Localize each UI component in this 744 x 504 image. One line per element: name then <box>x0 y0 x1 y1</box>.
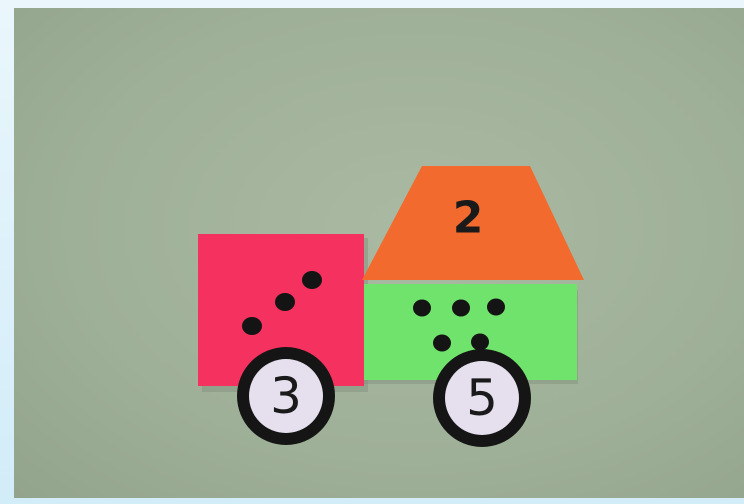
wheel-right-number: 5 <box>466 369 498 427</box>
trapezoid-number: 2 <box>452 192 484 244</box>
red-square-dot <box>275 293 295 311</box>
green-rect-dot <box>452 300 470 317</box>
green-rect-dot <box>471 334 489 351</box>
green-rect-dot <box>487 299 505 316</box>
red-square-dot <box>242 317 262 335</box>
wheel-left <box>237 347 335 445</box>
truck-figure <box>14 8 744 498</box>
green-rect-dot <box>433 335 451 352</box>
red-square-dot <box>302 271 322 289</box>
photo <box>14 8 744 498</box>
wheel-left-number: 3 <box>270 367 302 425</box>
wheel-right <box>433 349 531 447</box>
green-rect-dot <box>413 300 431 317</box>
